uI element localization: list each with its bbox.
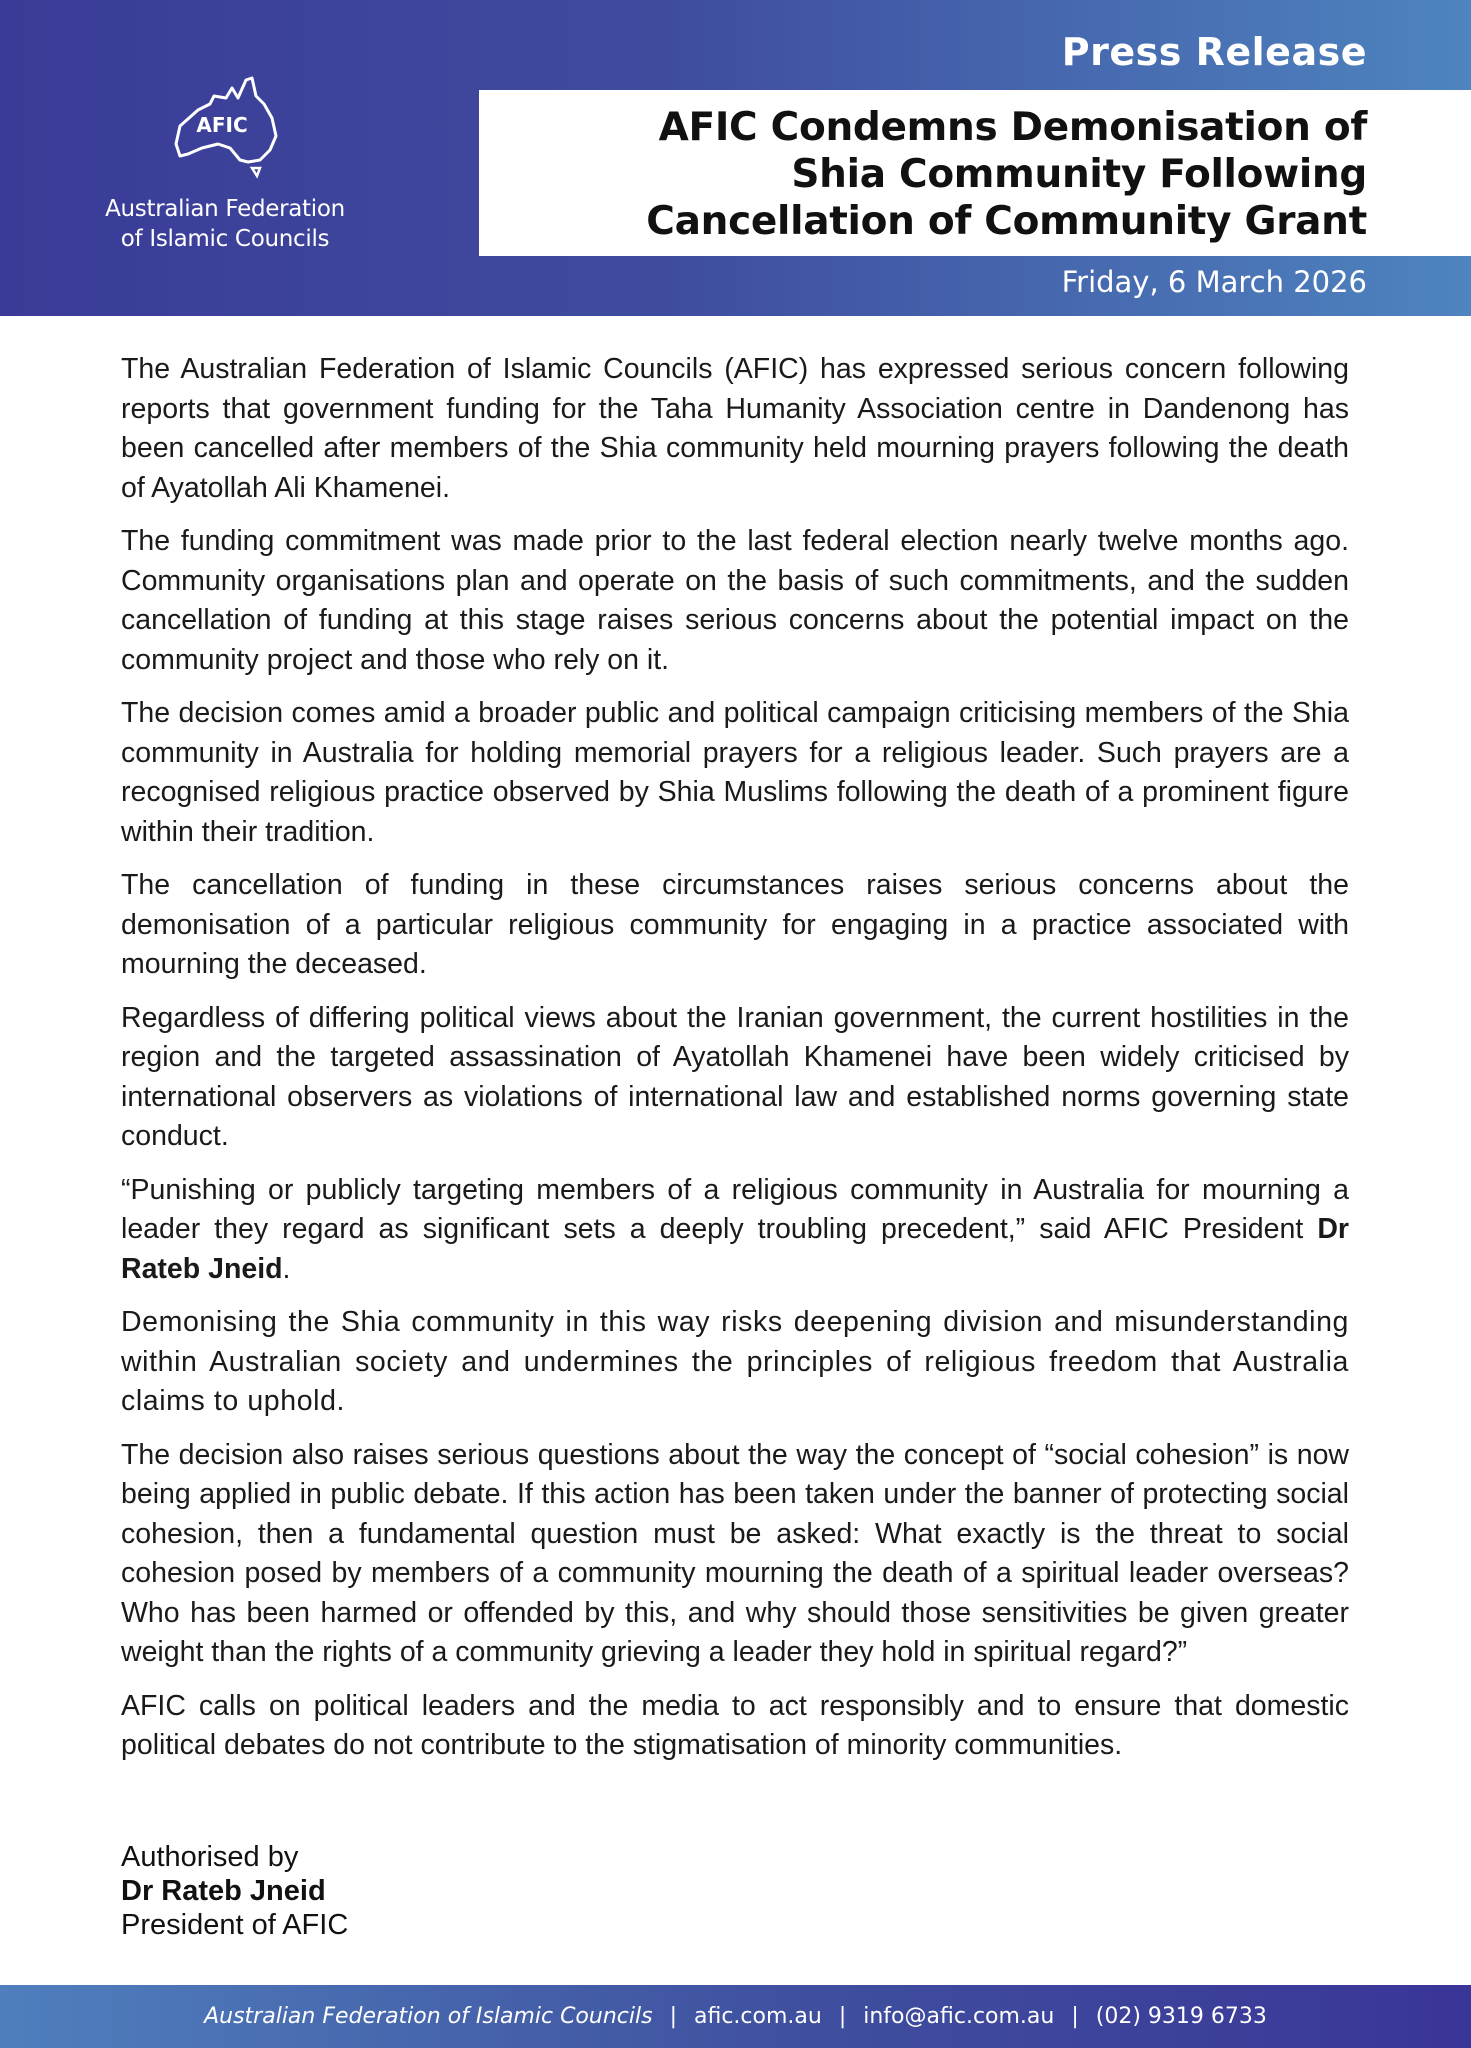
footer-website-link[interactable]: afic.com.au [693, 2004, 822, 2029]
signatory-name: Dr Rateb Jneid [121, 1875, 326, 1907]
footer-phone: (02) 9319 6733 [1095, 2004, 1267, 2029]
paragraph: AFIC calls on political leaders and the media to act responsibly and to ensure that domestic political debates do not contribute to the stigmatisation of minority communities. [121, 1689, 1349, 1761]
footer-email-link[interactable]: info@afic.com.au [863, 2004, 1055, 2029]
quote-speaker: Dr Rateb Jneid [121, 1213, 1349, 1285]
afic-logo [100, 74, 350, 254]
footer-bar: Australian Federation of Islamic Councils | afic.com.au | info@afic.com.au | (02) 9319 6733 [0, 1985, 1471, 2048]
paragraph: The cancellation of funding in these circumstances raises serious concerns about the demonisation of a particular religious community for engaging in a practice associated with mourning the deceased. [121, 869, 1349, 980]
page-title: AFIC Condemns Demonisation of Shia Community Following Cancellation of Community Grant [646, 105, 1367, 244]
paragraph: Regardless of differing political views about the Iranian government, the current hostilities in the region and the targeted assassination of Ayatollah Khamenei have been widely criticised by international observers as violations of international law and established norms governing state conduct. [121, 1001, 1349, 1152]
footer-org: Australian Federation of Islamic Councils [204, 2004, 653, 2029]
paragraph: The funding commitment was made prior to the last federal election nearly twelve months ago. Community organisations plan and operate on the basis of such commitments, and the sudden cancellation of funding at this stage raises serious concerns about the potential impact on the community project and those who rely on it. [121, 525, 1349, 676]
paragraph: The decision comes amid a broader public and political campaign criticising members of the Shia community in Australia for holding memorial prayers for a religious leader. Such prayers are a recognised religious practice observed by Shia Muslims following the death of a prominent figure within their tradition. [121, 697, 1349, 848]
header-banner [0, 0, 1471, 316]
australia-map-icon [160, 74, 290, 184]
signature-block: Authorised by Dr Rateb Jneid President of AFIC [121, 1841, 349, 1941]
svg-text:AFIC: AFIC [196, 113, 248, 137]
quote-paragraph: “Punishing or publicly targeting members of a religious community in Australia for mourning a leader they regard as significant sets a deeply troubling precedent,” said AFIC President Dr Rateb Jneid. [121, 1173, 1349, 1285]
release-date: Friday, 6 March 2026 [1061, 265, 1367, 299]
paragraph: The decision also raises serious questions about the way the concept of “social cohesion” is now being applied in public debate. If this action has been taken under the banner of protecting social cohesion, then a fundamental question must be asked: What exactly is the threat to social cohesion posed by members of a community mourning the death of a spiritual leader overseas? Who has been harmed or offended by this, and why should those sensitivities be given greater weight than the rights of a community grieving a leader they hold in spiritual regard?” [121, 1438, 1349, 1668]
press-release-label: Press Release [1061, 30, 1367, 74]
paragraph: Demonising the Shia community in this way risks deepening division and misunderstanding within Australian society and undermines the principles of religious freedom that Australia claims to uphold. [121, 1306, 1349, 1417]
paragraph: The Australian Federation of Islamic Councils (AFIC) has expressed serious concern following reports that government funding for the Taha Humanity Association centre in Dandenong has been cancelled after members of the Shia community held mourning prayers following the death of Ayatollah Ali Khamenei. [121, 353, 1349, 504]
press-release-body [121, 350, 1349, 1780]
logo-org-name: Australian Federation of Islamic Councils [105, 196, 345, 252]
